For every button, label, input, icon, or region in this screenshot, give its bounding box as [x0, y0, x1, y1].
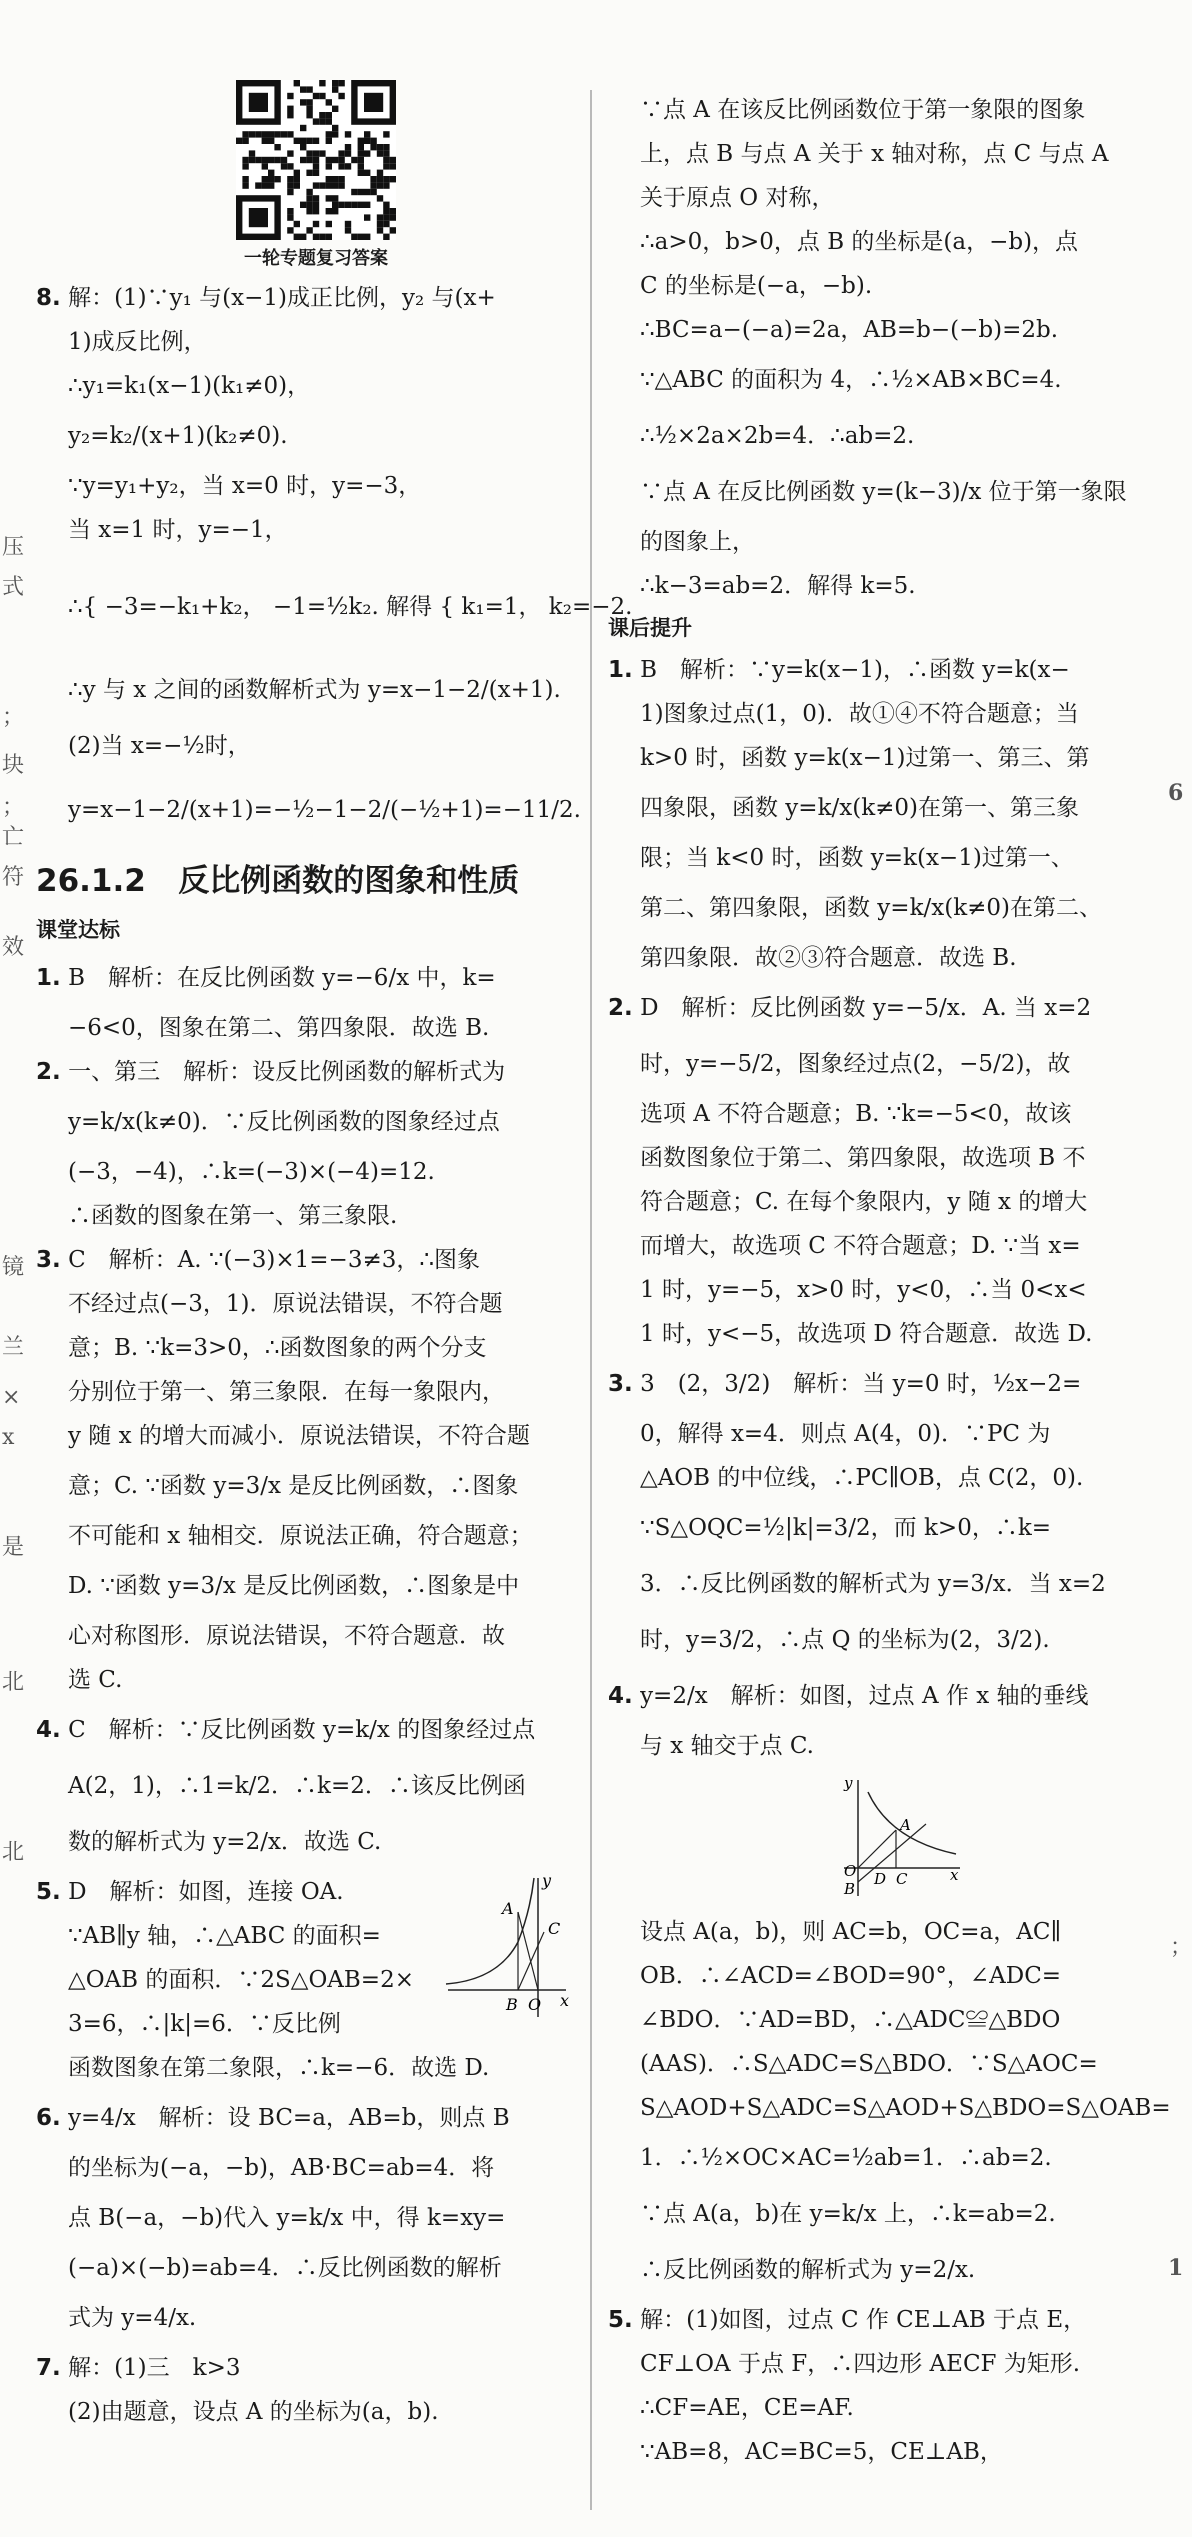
- text-line: ∠BDO．∵AD=BD，∴△ADC≌△BDO: [640, 2007, 1061, 2033]
- fig-label: A: [502, 1899, 514, 1918]
- item-2: [36, 1050, 576, 1238]
- qr-caption: 一轮专题复习答案: [244, 248, 388, 269]
- text-line: OB．∴∠ACD=∠BOD=90°，∠ADC=: [640, 1963, 1062, 1989]
- segment-oa: [858, 1830, 896, 1868]
- edge-mark: 兰: [2, 1335, 25, 1360]
- text-line: C 的坐标是(−a，−b).: [640, 273, 873, 299]
- hyperbola-curve: [446, 1878, 534, 1984]
- text-line: 解：(1)如图，过点 C 作 CE⊥AB 于点 E，: [640, 2307, 1087, 2333]
- text-line: 关于原点 O 对称，: [640, 185, 835, 211]
- question-number: 4.: [608, 1683, 633, 1709]
- edge-mark: 符: [2, 865, 25, 890]
- text-line: D. ∵函数 y=3/x 是反比例函数，∴图象是中: [68, 1573, 520, 1599]
- text-line: 3 (2，3/2) 解析：当 y=0 时，½x−2=: [640, 1371, 1082, 1397]
- question-number: 2.: [608, 995, 633, 1021]
- text-line: ∵S△OQC=½|k|=3/2，而 k>0，∴k=: [640, 1515, 1052, 1541]
- fig-label: y: [542, 1871, 552, 1890]
- text-line: 第四象限．故②③符合题意．故选 B.: [640, 945, 1017, 971]
- qr-block: [156, 80, 476, 270]
- text-line: A(2，1)，∴1=k/2．∴k=2．∴该反比例函: [68, 1773, 526, 1799]
- text-line: y=2/x 解析：如图，过点 A 作 x 轴的垂线: [640, 1683, 1089, 1709]
- column-divider: [590, 90, 592, 2510]
- edge-mark: 压: [2, 535, 25, 560]
- text-line: CF⊥OA 于点 F，∴四边形 AECF 为矩形.: [640, 2351, 1081, 2377]
- edge-mark: 北: [2, 1670, 25, 1695]
- text-line: △OAB 的面积．∵2S△OAB=2×: [68, 1967, 414, 1993]
- text-line: 选 C.: [68, 1667, 123, 1693]
- text-line: B 解析：∵y=k(x−1)，∴函数 y=k(x−: [640, 657, 1070, 683]
- text-line: ∵AB=8，AC=BC=5，CE⊥AB，: [640, 2439, 1003, 2465]
- question-number: 2.: [36, 1059, 61, 1085]
- text-line: ∵点 A(a，b)在 y=k/x 上，∴k=ab=2.: [640, 2201, 1056, 2227]
- text-line: B 解析：在反比例函数 y=−6/x 中，k=: [68, 965, 496, 991]
- question-number: 5.: [608, 2307, 633, 2333]
- text-line: 四象限，函数 y=k/x(k≠0)在第一、第三象: [640, 795, 1080, 821]
- text-line: 1 时，y=−5，x>0 时，y<0，∴当 0<x<: [640, 1277, 1087, 1303]
- post-item-4: [608, 1668, 1171, 2298]
- fig-label: y: [844, 1774, 853, 1792]
- question-number: 1.: [608, 657, 633, 683]
- text-line: 与 x 轴交于点 C.: [640, 1733, 814, 1759]
- section-title: 反比例函数的图象和性质: [178, 863, 520, 899]
- item-6: [36, 2090, 576, 2346]
- text-line: ∵AB∥y 轴，∴△ABC 的面积=: [68, 1923, 381, 1949]
- text-line: 设点 A(a，b)，则 AC=b，OC=a，AC∥: [640, 1919, 1062, 1945]
- post-item-5: [608, 2298, 1152, 2474]
- text-line: ∵点 A 在该反比例函数位于第一象限的图象: [640, 97, 1086, 123]
- text-line: (2)当 x=−½时，: [68, 733, 251, 759]
- text-line: 函数图象在第二象限，∴k=−6．故选 D.: [68, 2055, 490, 2081]
- text-line: 式为 y=4/x.: [68, 2305, 197, 2331]
- question-number: 6.: [36, 2105, 61, 2131]
- edge-mark: x: [2, 1425, 15, 1450]
- text-line: ∴y 与 x 之间的函数解析式为 y=x−1−2/(x+1).: [68, 677, 561, 703]
- fig-label: x: [560, 1991, 570, 2010]
- fig-label: C: [548, 1919, 561, 1938]
- text-line: y=x−1−2/(x+1)=−½−1−2/(−½+1)=−11/2.: [68, 797, 581, 823]
- line-ab: [858, 1824, 926, 1882]
- text-line: y=k/x(k≠0)．∵反比例函数的图象经过点: [68, 1109, 500, 1135]
- text-line: 而增大，故选项 C 不符合题意；D. ∵当 x=: [640, 1233, 1081, 1259]
- qr-code-icon: [236, 80, 396, 240]
- question-number: 7.: [36, 2355, 61, 2381]
- text-line: (AAS)．∴S△ADC=S△BDO．∵S△AOC=: [640, 2051, 1098, 2077]
- text-line: 不经过点(−3，1)．原说法错误，不符合题: [68, 1291, 503, 1317]
- edge-mark: 式: [2, 575, 25, 600]
- text-line: 解：(1)∵y₁ 与(x−1)成正比例，y₂ 与(x+: [68, 285, 496, 311]
- edge-mark: 6: [1168, 780, 1184, 806]
- segment-bc: [518, 1932, 544, 1990]
- text-line: ∴y₁=k₁(x−1)(k₁≠0)，: [68, 373, 311, 399]
- text-line: 不可能和 x 轴相交．原说法正确，符合题意；: [68, 1523, 533, 1549]
- text-line: 3=6，∴|k|=6．∵反比例: [68, 2011, 341, 2037]
- edge-mark: 亡: [2, 825, 25, 850]
- text-line: 上，点 B 与点 A 关于 x 轴对称，点 C 与点 A: [640, 141, 1109, 167]
- edge-mark: 镜: [2, 1255, 25, 1280]
- item-3: [36, 1238, 576, 1702]
- edge-mark: 块: [2, 753, 25, 778]
- text-line: ∵点 A 在反比例函数 y=(k−3)/x 位于第一象限: [640, 479, 1127, 505]
- fig-label: A: [900, 1816, 911, 1834]
- post-item-3: [608, 1356, 1152, 1668]
- text-line: 的图象上，: [640, 529, 755, 555]
- text-line: △AOB 的中位线，∴PC∥OB，点 C(2，0).: [640, 1465, 1084, 1491]
- text-line: 一、第三 解析：设反比例函数的解析式为: [68, 1059, 506, 1085]
- text-line: ∴反比例函数的解析式为 y=2/x.: [640, 2257, 976, 2283]
- edge-mark: ；: [1170, 1935, 1192, 1960]
- fig-label: B: [506, 1995, 518, 2014]
- text-line: ∵y=y₁+y₂，当 x=0 时，y=−3，: [68, 473, 422, 499]
- text-line: −6<0，图象在第二、第四象限．故选 B.: [68, 1015, 490, 1041]
- text-line: 当 x=1 时，y=−1，: [68, 517, 288, 543]
- text-line: ∴½×2a×2b=4．∴ab=2.: [640, 423, 915, 449]
- question-8: [36, 276, 633, 846]
- edge-mark: 是: [2, 1535, 25, 1560]
- text-line: C 解析：A. ∵(−3)×1=−3≠3，∴图象: [68, 1247, 480, 1273]
- subsection-heading: 课后提升: [608, 616, 692, 640]
- question-number: 3.: [608, 1371, 633, 1397]
- text-line: 时，y=−5/2，图象经过点(2，−5/2)，故: [640, 1051, 1071, 1077]
- text-line: 1．∴½×OC×AC=½ab=1．∴ab=2.: [640, 2145, 1052, 2171]
- text-line: 意；C. ∵函数 y=3/x 是反比例函数，∴图象: [68, 1473, 519, 1499]
- text-line: D 解析：如图，连接 OA.: [68, 1879, 344, 1905]
- text-line: 3．∴反比例函数的解析式为 y=3/x．当 x=2: [640, 1571, 1106, 1597]
- post-item-2: [608, 980, 1152, 1356]
- text-line: 第二、第四象限，函数 y=k/x(k≠0)在第二、: [640, 895, 1103, 921]
- text-line: 0，解得 x=4．则点 A(4，0)．∵PC 为: [640, 1421, 1051, 1447]
- text-line: 分别位于第一、第三象限．在每一象限内，: [68, 1379, 505, 1405]
- section-number: 26.1.2: [36, 863, 146, 899]
- item-4: [36, 1702, 576, 1870]
- question-number: 5.: [36, 1879, 61, 1905]
- text-line: ∴CF=AE，CE=AF.: [640, 2395, 854, 2421]
- question-number: 1.: [36, 965, 61, 991]
- edge-mark: 1: [1168, 2255, 1184, 2281]
- text-line: 限；当 k<0 时，函数 y=k(x−1)过第一、: [640, 845, 1074, 871]
- right-column: [608, 88, 1171, 2474]
- question-number: 8.: [36, 285, 61, 311]
- text-line: ∴{ −3=−k₁+k₂， −1=½k₂. 解得 { k₁=1， k₂=−2.: [68, 594, 633, 620]
- text-line: 的坐标为(−a，−b)，AB·BC=ab=4．将: [68, 2155, 495, 2181]
- text-line: 1 时，y<−5，故选项 D 符合题意．故选 D.: [640, 1321, 1093, 1347]
- item-1: [36, 950, 576, 1050]
- text-line: (−3，−4)，∴k=(−3)×(−4)=12.: [68, 1159, 435, 1185]
- text-line: ∴k−3=ab=2．解得 k=5.: [640, 573, 916, 599]
- text-line: (−a)×(−b)=ab=4．∴反比例函数的解析: [68, 2255, 502, 2281]
- text-line: 点 B(−a，−b)代入 y=k/x 中，得 k=xy=: [68, 2205, 506, 2231]
- figure-q5: [438, 1872, 573, 2022]
- post-item-1: [608, 648, 1152, 980]
- text-line: 心对称图形．原说法错误，不符合题意．故: [68, 1623, 505, 1649]
- edge-mark: ；: [2, 705, 25, 730]
- text-line: y₂=k₂/(x+1)(k₂≠0).: [68, 423, 288, 449]
- fig-label: D: [874, 1870, 887, 1888]
- text-line: ∴a>0，b>0，点 B 的坐标是(a，−b)，点: [640, 229, 1079, 255]
- fig-label: O: [844, 1862, 857, 1880]
- subsection-heading: 课堂达标: [36, 918, 120, 942]
- text-line: ∴函数的图象在第一、第三象限.: [68, 1203, 398, 1229]
- text-line: C 解析：∵反比例函数 y=k/x 的图象经过点: [68, 1717, 536, 1743]
- text-line: 1)图象过点(1，0)．故①④不符合题意；当: [640, 701, 1079, 727]
- text-line: ∵△ABC 的面积为 4，∴½×AB×BC=4.: [640, 367, 1062, 393]
- fig-label: B: [844, 1880, 856, 1898]
- text-line: (2)由题意，设点 A 的坐标为(a，b).: [68, 2399, 439, 2425]
- text-line: 意；B. ∵k=3>0，∴函数图象的两个分支: [68, 1335, 487, 1361]
- question-number: 3.: [36, 1247, 61, 1273]
- text-line: 1)成反比例，: [68, 329, 207, 355]
- fig-label: O: [528, 1995, 542, 2014]
- text-line: 选项 A 不符合题意；B. ∵k=−5<0，故该: [640, 1101, 1072, 1127]
- edge-mark: 北: [2, 1840, 25, 1865]
- item-7-continued: [608, 88, 1152, 608]
- text-line: y 随 x 的增大而减小．原说法错误，不符合题: [68, 1423, 530, 1449]
- text-line: D 解析：反比例函数 y=−5/x．A. 当 x=2: [640, 995, 1092, 1021]
- edge-mark: ×: [2, 1385, 21, 1410]
- text-line: k>0 时，函数 y=k(x−1)过第一、第三、第: [640, 745, 1090, 771]
- text-line: 解：(1)三 k>3: [68, 2355, 241, 2381]
- question-number: 4.: [36, 1717, 61, 1743]
- fig-label: C: [896, 1870, 908, 1888]
- text-line: ∴BC=a−(−a)=2a，AB=b−(−b)=2b.: [640, 317, 1059, 343]
- item-7: [36, 2346, 576, 2434]
- edge-mark: ；: [2, 795, 25, 820]
- text-line: S△AOD+S△ADC=S△AOD+S△BDO=S△OAB=: [640, 2095, 1171, 2121]
- left-column: [36, 80, 633, 2434]
- text-line: 符合题意；C. 在每个象限内，y 随 x 的增大: [640, 1189, 1088, 1215]
- edge-mark: 效: [2, 935, 25, 960]
- text-line: 时，y=3/2，∴点 Q 的坐标为(2，3/2).: [640, 1627, 1050, 1653]
- item-5: [36, 1870, 576, 2090]
- text-line: y=4/x 解析：设 BC=a，AB=b，则点 B: [68, 2105, 510, 2131]
- section-heading: [36, 852, 576, 910]
- figure-q4: [838, 1772, 968, 1902]
- text-line: 函数图象位于第二、第四象限，故选项 B 不: [640, 1145, 1086, 1171]
- text-line: 数的解析式为 y=2/x．故选 C.: [68, 1829, 382, 1855]
- fig-label: x: [950, 1866, 959, 1884]
